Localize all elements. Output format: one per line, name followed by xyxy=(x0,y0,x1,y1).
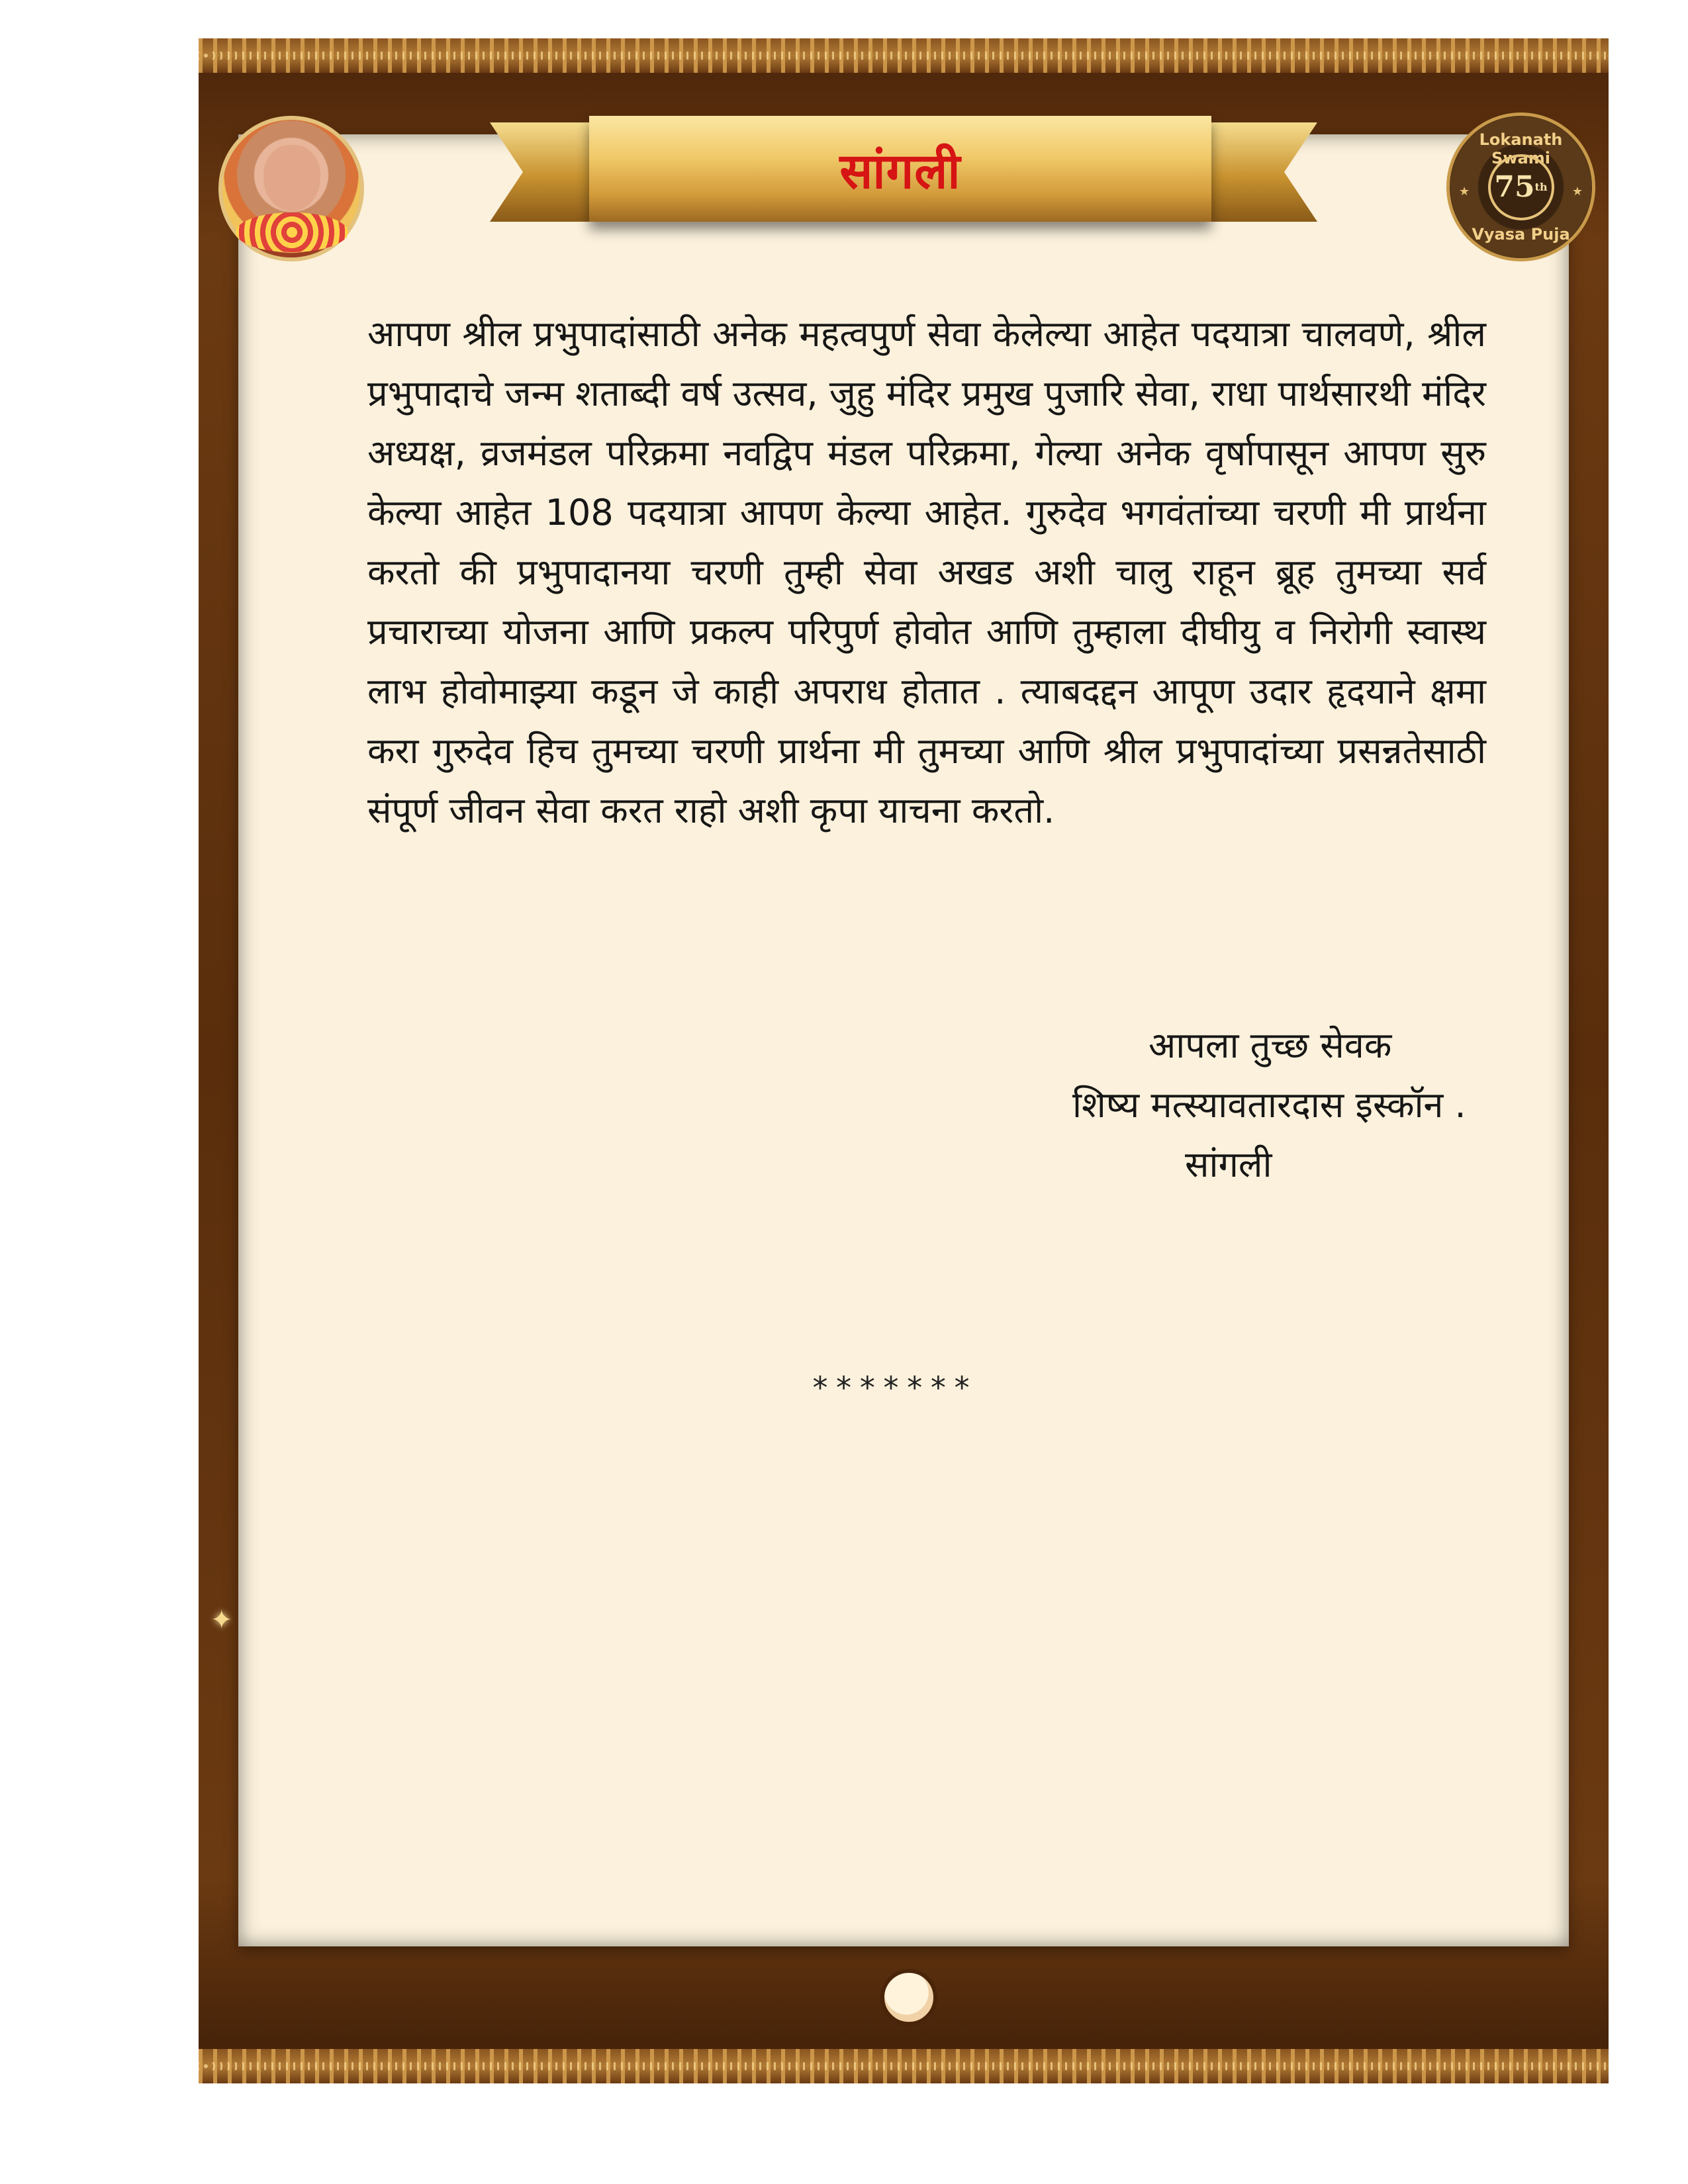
top-decorative-border xyxy=(199,38,1609,73)
star-icon: ★ xyxy=(1459,185,1470,199)
letter-body xyxy=(367,304,1486,841)
emblem-number-suffix: th xyxy=(1534,181,1548,193)
title-ribbon-banner xyxy=(490,96,1317,261)
section-divider: ******* xyxy=(811,1370,976,1406)
star-icon: ★ xyxy=(1571,185,1583,199)
letter-paragraph: आपण श्रील प्रभुपादांसाठी अनेक महत्वपुर्ण सेवा केलेल्या आहेत पदयात्रा चालवणे, श्रील प्रभुपादाचे जन्म शताब्दी वर्ष उत्सव, जुहु मंदिर प्रमुख पुजारि सेवा, राधा पार्थसारथी मंदिर अध्यक्ष, व्रजमंडल परिक्रमा नवद्विप मंडल परिक्रमा, गेल्या अनेक वृर्षापासून आपण सुरु केल्या आहेत 108 पदयात्रा आपण केल्या आहेत. गुरुदेव भगवंतांच्या चरणी मी प्रार्थना करतो की प्रभुपादानया चरणी तुम्ही सेवा अखड अशी चालु राहून ब्रूह तुमच्या सर्व प्रचाराच्या योजना आणि प्रकल्प परिपुर्ण होवोत आणि तुम्हाला दीघीयु व निरोगी स्वास्थ लाभ होवोमाझ्या कडून जे काही अपराध होतात . त्याबदद्दन आपूण उदार हृदयाने क्षमा करा गुरुदेव हिच तुमच्या चरणी प्रार्थना मी तुमच्या आणि श्रील प्रभुपादांच्या प्रसन्नतेसाठी संपूर्ण जीवन सेवा करत राहो अशी कृपा याचना करतो. xyxy=(367,313,1486,831)
guru-portrait-image xyxy=(218,116,364,261)
bottom-ornament-circle xyxy=(880,1969,937,2026)
emblem-ring-top-text: Lokanath Swami xyxy=(1479,130,1563,167)
portrait-garland xyxy=(236,212,348,252)
emblem-number-value: 75 xyxy=(1494,170,1535,204)
signature-line-2: शिष्य मत्स्यावतारदास इस्कॉन . xyxy=(1072,1084,1466,1126)
bottom-decorative-border xyxy=(199,2049,1609,2083)
portrait-face xyxy=(263,145,320,211)
page-title: सांगली xyxy=(839,142,961,200)
signature-line-3: सांगली xyxy=(1185,1144,1272,1185)
emblem-ring-bottom-text: Vyasa Puja xyxy=(1472,225,1570,244)
emblem-number xyxy=(1488,154,1554,220)
ribbon-center xyxy=(589,116,1211,222)
sparkle-icon: ✦ xyxy=(211,1605,233,1635)
vyasa-puja-emblem-logo xyxy=(1446,113,1595,261)
signature-line-1: आपला तुच्छ सेवक xyxy=(1149,1024,1392,1066)
